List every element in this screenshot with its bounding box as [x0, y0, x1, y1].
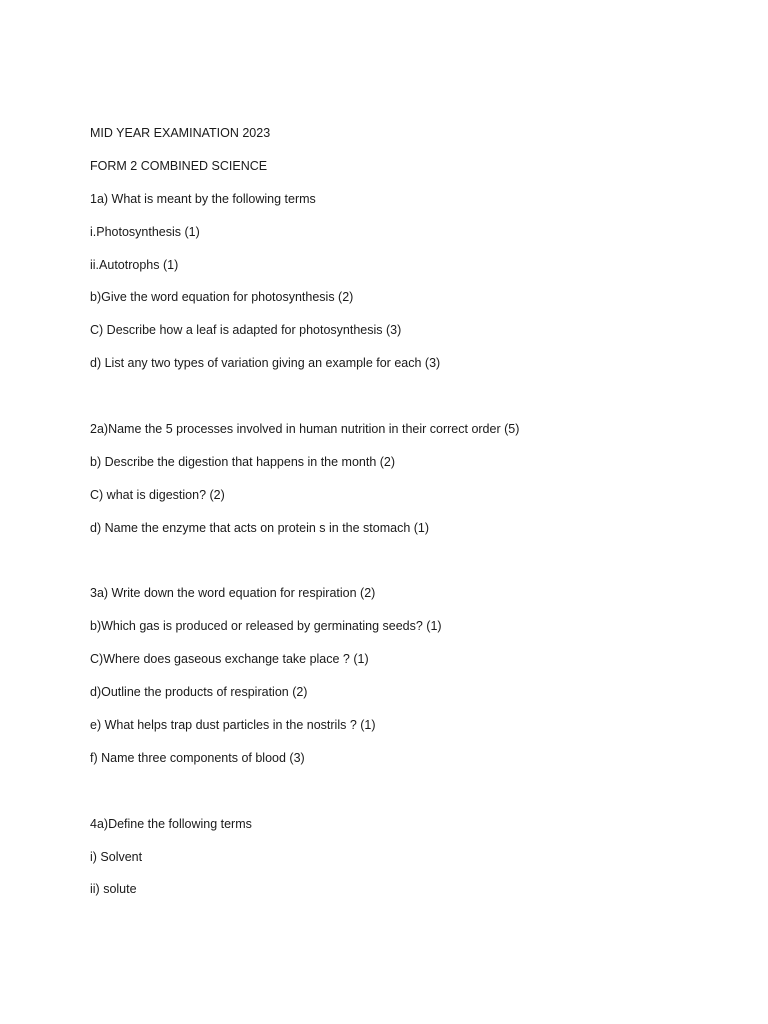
question-4a-ii: ii) solute — [90, 882, 137, 897]
question-3f: f) Name three components of blood (3) — [90, 750, 305, 765]
question-1a-i: i.Photosynthesis (1) — [90, 224, 200, 239]
question-2c: C) what is digestion? (2) — [90, 487, 225, 502]
question-3c: C)Where does gaseous exchange take place ? (1) — [90, 652, 369, 667]
spacer — [90, 553, 730, 569]
spacer — [90, 388, 730, 404]
question-1c: C) Describe how a leaf is adapted for photosynthesis (3) — [90, 323, 402, 338]
exam-content — [90, 125, 730, 914]
question-1a-ii: ii.Autotrophs (1) — [90, 257, 179, 272]
question-3d: d)Outline the products of respiration (2) — [90, 685, 308, 700]
question-4a-i: i) Solvent — [90, 849, 143, 864]
spacer — [90, 783, 730, 799]
question-3a: 3a) Write down the word equation for respiration (2) — [90, 586, 376, 601]
question-3b: b)Which gas is produced or released by germinating seeds? (1) — [90, 619, 442, 634]
question-2d: d) Name the enzyme that acts on protein s in the stomach (1) — [90, 520, 430, 535]
question-4a: 4a)Define the following terms — [90, 816, 252, 831]
question-2a: 2a)Name the 5 processes involved in human nutrition in their correct order (5) — [90, 422, 520, 437]
question-2b: b) Describe the digestion that happens in the month (2) — [90, 454, 396, 469]
question-1b: b)Give the word equation for photosynthesis (2) — [90, 290, 354, 305]
question-1d: d) List any two types of variation giving an example for each (3) — [90, 356, 441, 371]
question-3e: e) What helps trap dust particles in the nostrils ? (1) — [90, 718, 376, 733]
question-1a: 1a) What is meant by the following terms — [90, 191, 316, 206]
exam-title: MID YEAR EXAMINATION 2023 — [90, 126, 271, 140]
exam-subject: FORM 2 COMBINED SCIENCE — [90, 158, 268, 173]
